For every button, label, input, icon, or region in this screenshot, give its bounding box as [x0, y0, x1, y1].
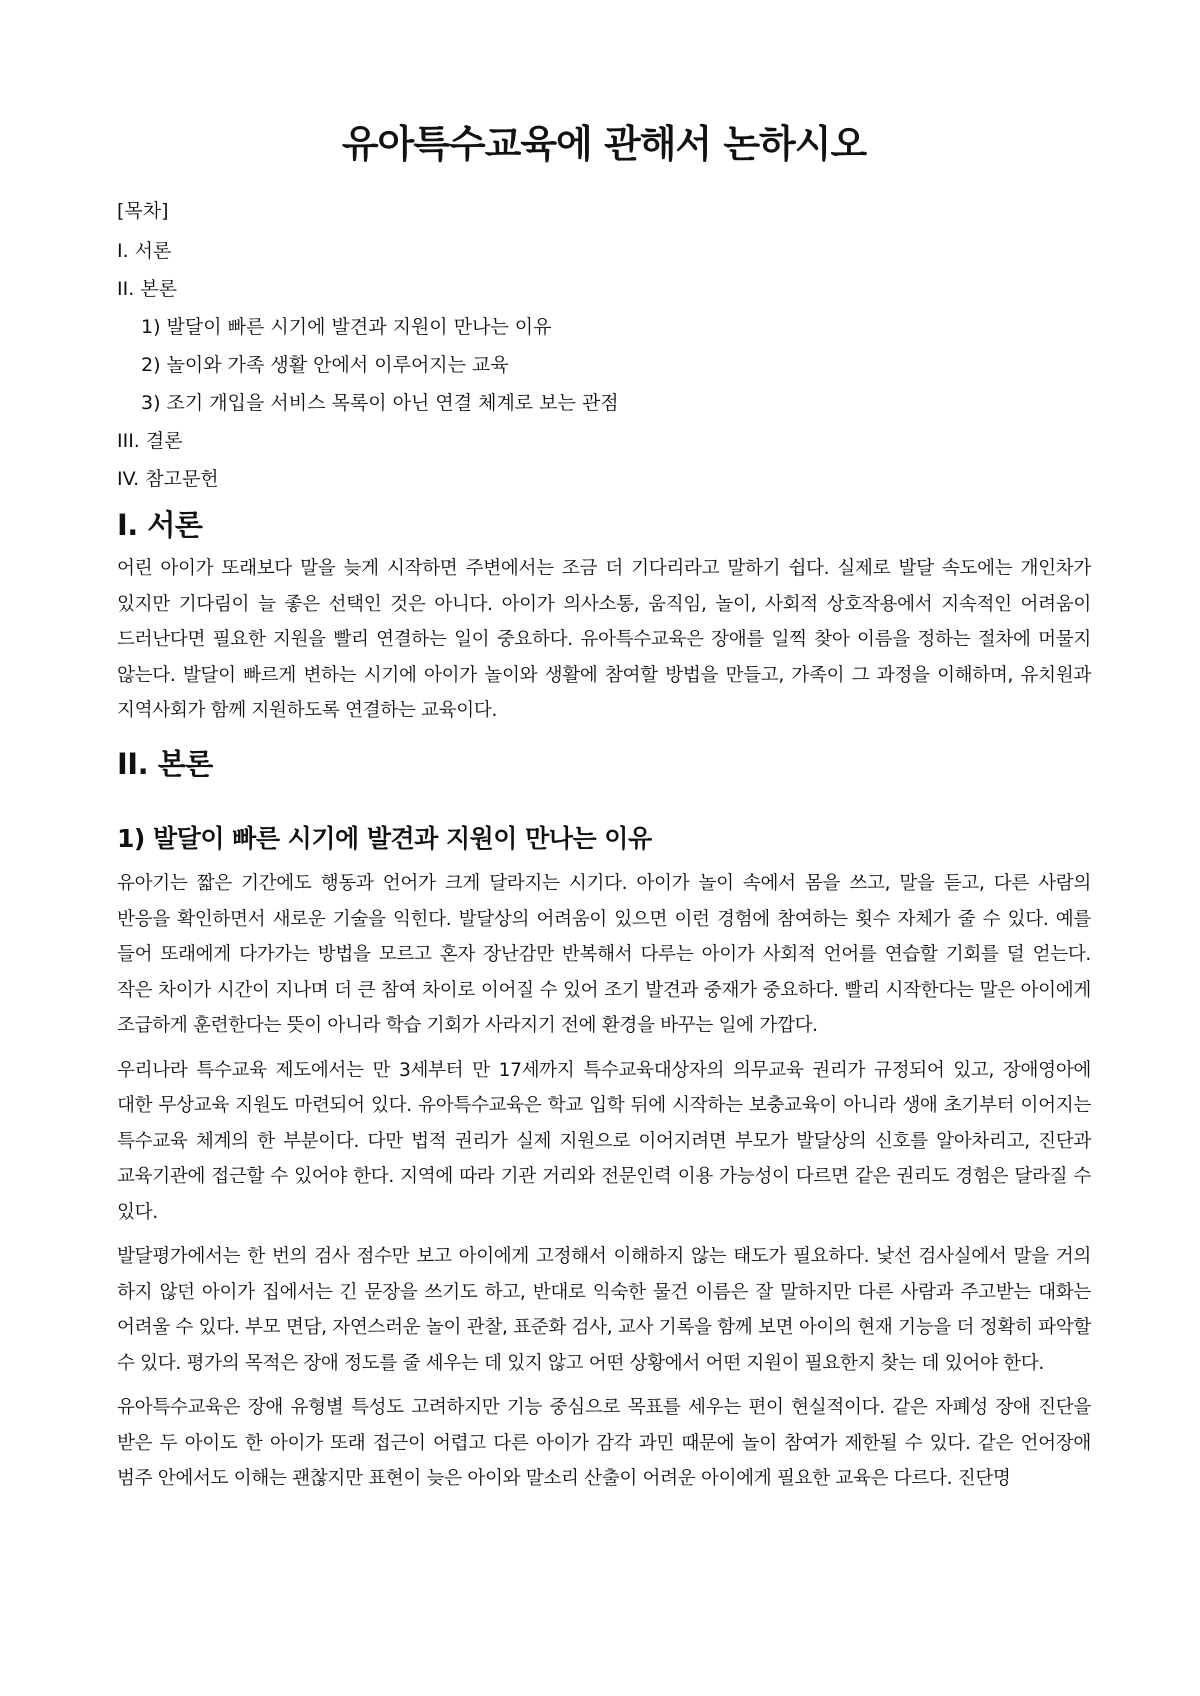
- subsection-1-body: [117, 866, 1091, 1497]
- toc-item-conclusion: III. 결론: [117, 430, 183, 452]
- body-paragraph: 우리나라 특수교육 제도에서는 만 3세부터 만 17세까지 특수교육대상자의 의무교육 권리가 규정되어 있고, 장애영아에 대한 무상교육 지원도 마련되어 있다. 유아특수교육은 학교 입학 뒤에 시작하는 보충교육이 아니라 생애 초기부터 이어지는 특수교육 체계의 한 부분이다. 다만 법적 권리가 실제 지원으로 이어지려면 부모가 발달상의 신호를 알아차리고, 진단과 교육기관에 접근할 수 있어야 한다. 지역에 따라 기관 거리와 전문인력 이용 가능성이 다르면 같은 권리도 경험은 달라질 수 있다.: [117, 1059, 1091, 1223]
- toc-item-body: II. 본론: [117, 278, 177, 300]
- toc-item-body-2: 2) 놀이와 가족 생활 안에서 이루어지는 교육: [141, 354, 509, 376]
- intro-body: [117, 551, 1091, 729]
- toc-item-body-1: 1) 발달이 빠른 시기에 발견과 지원이 만나는 이유: [141, 316, 552, 338]
- section-heading-intro: I. 서론: [117, 508, 203, 542]
- body-paragraph: 유아기는 짧은 기간에도 행동과 언어가 크게 달라지는 시기다. 아이가 놀이 속에서 몸을 쓰고, 말을 듣고, 다른 사람의 반응을 확인하면서 새로운 기술을 익힌다. 발달상의 어려움이 있으면 이런 경험에 참여하는 횟수 자체가 줄 수 있다. 예를 들어 또래에게 다가가는 방법을 모르고 혼자 장난감만 반복해서 다루는 아이가 사회적 언어를 연습할 기회를 덜 얻는다. 작은 차이가 시간이 지나며 더 큰 참여 차이로 이어질 수 있어 조기 발견과 중재가 중요하다. 빨리 시작한다는 말은 아이에게 조급하게 훈련한다는 뜻이 아니라 학습 기회가 사라지기 전에 환경을 바꾸는 일에 가깝다.: [117, 873, 1091, 1036]
- toc-item-references: IV. 참고문헌: [117, 468, 219, 490]
- toc-heading: [목차]: [117, 200, 169, 222]
- toc-item-body-3: 3) 조기 개입을 서비스 목록이 아닌 연결 체계로 보는 관점: [141, 392, 619, 414]
- section-body: [117, 744, 1091, 784]
- document-title: 유아특수교육에 관해서 논하시오: [341, 122, 867, 166]
- toc-item-intro: I. 서론: [117, 240, 172, 262]
- body-paragraph: 유아특수교육은 장애 유형별 특성도 고려하지만 기능 중심으로 목표를 세우는 편이 현실적이다. 같은 자폐성 장애 진단을 받은 두 아이도 한 아이가 또래 접근이 어렵고 다른 아이가 감각 과민 때문에 놀이 참여가 제한될 수 있다. 같은 언어장애 범주 안에서도 이해는 괜찮지만 표현이 늦은 아이와 말소리 산출이 어려운 아이에게 필요한 교육은 다르다. 진단명: [117, 1397, 1091, 1489]
- body-paragraph: 발달평가에서는 한 번의 검사 점수만 보고 아이에게 고정해서 이해하지 않는 태도가 필요하다. 낯선 검사실에서 말을 거의 하지 않던 아이가 집에서는 긴 문장을 쓰기도 하고, 반대로 익숙한 물건 이름은 잘 말하지만 다른 사람과 주고받는 대화는 어려울 수 있다. 부모 면담, 자연스러운 놀이 관찰, 표준화 검사, 교사 기록을 함께 보면 아이의 현재 기능을 더 정확히 파악할 수 있다. 평가의 목적은 장애 정도를 줄 세우는 데 있지 않고 어떤 상황에서 어떤 지원이 필요한지 찾는 데 있어야 한다.: [117, 1246, 1091, 1374]
- section-intro: [117, 505, 1091, 545]
- intro-paragraph: 어린 아이가 또래보다 말을 늦게 시작하면 주변에서는 조금 더 기다리라고 말하기 쉽다. 실제로 발달 속도에는 개인차가 있지만 기다림이 늘 좋은 선택인 것은 아니다. 아이가 의사소통, 움직임, 놀이, 사회적 상호작용에서 지속적인 어려움이 드러난다면 필요한 지원을 빨리 연결하는 일이 중요하다. 유아특수교육은 장애를 일찍 찾아 이름을 정하는 절차에 머물지 않는다. 발달이 빠르게 변하는 시기에 아이가 놀이와 생활에 참여할 방법을 만들고, 가족이 그 과정을 이해하며, 유치원과 지역사회가 함께 지원하도록 연결하는 교육이다.: [117, 558, 1091, 721]
- subsection-heading-1: 1) 발달이 빠른 시기에 발견과 지원이 만나는 이유: [117, 824, 652, 853]
- subsection-1: [117, 821, 1091, 857]
- table-of-contents: [117, 191, 1091, 498]
- section-heading-body: II. 본론: [117, 747, 213, 781]
